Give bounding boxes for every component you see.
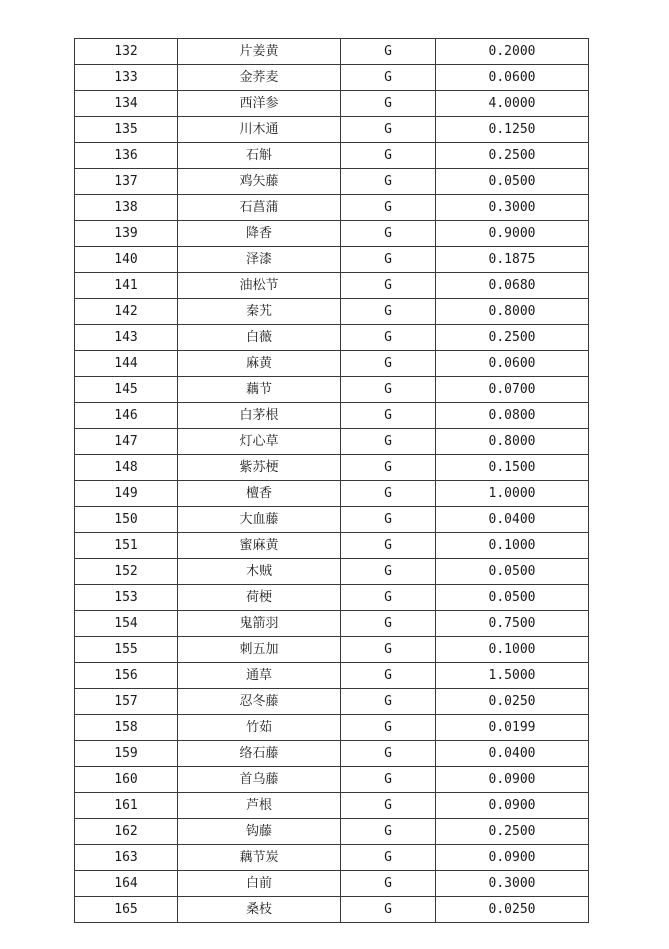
quantity-cell: 0.0600	[436, 351, 589, 377]
unit-cell: G	[341, 221, 436, 247]
table-row	[75, 793, 589, 819]
table-row	[75, 507, 589, 533]
row-number-cell: 140	[75, 247, 178, 273]
row-number-cell: 158	[75, 715, 178, 741]
table-row	[75, 637, 589, 663]
herb-name-cell: 灯心草	[178, 429, 341, 455]
unit-cell: G	[341, 507, 436, 533]
table-row	[75, 611, 589, 637]
unit-cell: G	[341, 585, 436, 611]
row-number-cell: 160	[75, 767, 178, 793]
unit-cell: G	[341, 559, 436, 585]
table-row	[75, 169, 589, 195]
table-row	[75, 585, 589, 611]
table-row	[75, 143, 589, 169]
unit-cell: G	[341, 637, 436, 663]
row-number-cell: 139	[75, 221, 178, 247]
herb-name-cell: 鸡矢藤	[178, 169, 341, 195]
unit-cell: G	[341, 689, 436, 715]
unit-cell: G	[341, 871, 436, 897]
table-row	[75, 299, 589, 325]
herb-name-cell: 藕节炭	[178, 845, 341, 871]
table-row	[75, 195, 589, 221]
quantity-cell: 0.0500	[436, 559, 589, 585]
quantity-cell: 0.0900	[436, 767, 589, 793]
unit-cell: G	[341, 195, 436, 221]
unit-cell: G	[341, 351, 436, 377]
row-number-cell: 152	[75, 559, 178, 585]
table-row	[75, 403, 589, 429]
row-number-cell: 161	[75, 793, 178, 819]
unit-cell: G	[341, 429, 436, 455]
unit-cell: G	[341, 65, 436, 91]
quantity-cell: 0.0400	[436, 507, 589, 533]
row-number-cell: 162	[75, 819, 178, 845]
quantity-cell: 0.0900	[436, 845, 589, 871]
row-number-cell: 164	[75, 871, 178, 897]
quantity-cell: 0.2500	[436, 325, 589, 351]
table-row	[75, 533, 589, 559]
row-number-cell: 134	[75, 91, 178, 117]
row-number-cell: 142	[75, 299, 178, 325]
herb-name-cell: 石菖蒲	[178, 195, 341, 221]
herb-name-cell: 片姜黄	[178, 39, 341, 65]
herb-name-cell: 秦艽	[178, 299, 341, 325]
quantity-cell: 0.9000	[436, 221, 589, 247]
table-row	[75, 663, 589, 689]
unit-cell: G	[341, 247, 436, 273]
row-number-cell: 138	[75, 195, 178, 221]
herb-name-cell: 通草	[178, 663, 341, 689]
table-row	[75, 377, 589, 403]
quantity-cell: 0.2000	[436, 39, 589, 65]
row-number-cell: 156	[75, 663, 178, 689]
quantity-cell: 1.5000	[436, 663, 589, 689]
row-number-cell: 132	[75, 39, 178, 65]
herb-name-cell: 大血藤	[178, 507, 341, 533]
quantity-cell: 0.8000	[436, 299, 589, 325]
row-number-cell: 133	[75, 65, 178, 91]
table-row	[75, 247, 589, 273]
herb-name-cell: 钩藤	[178, 819, 341, 845]
quantity-cell: 0.1000	[436, 533, 589, 559]
unit-cell: G	[341, 741, 436, 767]
table-row	[75, 559, 589, 585]
quantity-cell: 0.0680	[436, 273, 589, 299]
herb-name-cell: 金荞麦	[178, 65, 341, 91]
herb-name-cell: 忍冬藤	[178, 689, 341, 715]
herb-name-cell: 白薇	[178, 325, 341, 351]
herb-name-cell: 油松节	[178, 273, 341, 299]
row-number-cell: 155	[75, 637, 178, 663]
table-row	[75, 39, 589, 65]
unit-cell: G	[341, 533, 436, 559]
unit-cell: G	[341, 117, 436, 143]
row-number-cell: 157	[75, 689, 178, 715]
table-body	[75, 39, 589, 923]
herb-name-cell: 桑枝	[178, 897, 341, 923]
unit-cell: G	[341, 767, 436, 793]
unit-cell: G	[341, 377, 436, 403]
row-number-cell: 141	[75, 273, 178, 299]
table-row	[75, 819, 589, 845]
table-row	[75, 689, 589, 715]
row-number-cell: 151	[75, 533, 178, 559]
quantity-cell: 4.0000	[436, 91, 589, 117]
table-row	[75, 273, 589, 299]
row-number-cell: 146	[75, 403, 178, 429]
row-number-cell: 137	[75, 169, 178, 195]
quantity-cell: 0.0500	[436, 169, 589, 195]
quantity-cell: 0.0400	[436, 741, 589, 767]
row-number-cell: 163	[75, 845, 178, 871]
quantity-cell: 0.2500	[436, 819, 589, 845]
herb-name-cell: 首乌藤	[178, 767, 341, 793]
quantity-cell: 0.1875	[436, 247, 589, 273]
table-row	[75, 455, 589, 481]
row-number-cell: 135	[75, 117, 178, 143]
unit-cell: G	[341, 273, 436, 299]
unit-cell: G	[341, 897, 436, 923]
unit-cell: G	[341, 39, 436, 65]
quantity-cell: 0.0900	[436, 793, 589, 819]
table-row	[75, 91, 589, 117]
table-row	[75, 897, 589, 923]
herb-name-cell: 泽漆	[178, 247, 341, 273]
herb-name-cell: 白茅根	[178, 403, 341, 429]
herb-name-cell: 西洋参	[178, 91, 341, 117]
row-number-cell: 149	[75, 481, 178, 507]
table-row	[75, 741, 589, 767]
herb-name-cell: 木贼	[178, 559, 341, 585]
table-row	[75, 325, 589, 351]
unit-cell: G	[341, 169, 436, 195]
herb-name-cell: 鬼箭羽	[178, 611, 341, 637]
unit-cell: G	[341, 611, 436, 637]
quantity-cell: 0.8000	[436, 429, 589, 455]
quantity-cell: 0.1500	[436, 455, 589, 481]
herb-name-cell: 刺五加	[178, 637, 341, 663]
row-number-cell: 144	[75, 351, 178, 377]
unit-cell: G	[341, 663, 436, 689]
row-number-cell: 150	[75, 507, 178, 533]
table-row	[75, 715, 589, 741]
unit-cell: G	[341, 299, 436, 325]
quantity-cell: 0.0250	[436, 897, 589, 923]
herb-name-cell: 蜜麻黄	[178, 533, 341, 559]
quantity-cell: 0.2500	[436, 143, 589, 169]
unit-cell: G	[341, 793, 436, 819]
table-row	[75, 221, 589, 247]
table-row	[75, 351, 589, 377]
quantity-cell: 0.1000	[436, 637, 589, 663]
herb-name-cell: 川木通	[178, 117, 341, 143]
quantity-cell: 0.0250	[436, 689, 589, 715]
herb-name-cell: 络石藤	[178, 741, 341, 767]
row-number-cell: 148	[75, 455, 178, 481]
herb-price-table	[74, 38, 589, 923]
quantity-cell: 0.0600	[436, 65, 589, 91]
herb-name-cell: 荷梗	[178, 585, 341, 611]
unit-cell: G	[341, 325, 436, 351]
herb-name-cell: 紫苏梗	[178, 455, 341, 481]
herb-name-cell: 白前	[178, 871, 341, 897]
herb-name-cell: 藕节	[178, 377, 341, 403]
table-row	[75, 117, 589, 143]
quantity-cell: 0.0700	[436, 377, 589, 403]
table-row	[75, 481, 589, 507]
table-row	[75, 65, 589, 91]
unit-cell: G	[341, 715, 436, 741]
row-number-cell: 136	[75, 143, 178, 169]
herb-name-cell: 麻黄	[178, 351, 341, 377]
row-number-cell: 145	[75, 377, 178, 403]
row-number-cell: 143	[75, 325, 178, 351]
table-row	[75, 845, 589, 871]
herb-name-cell: 芦根	[178, 793, 341, 819]
unit-cell: G	[341, 845, 436, 871]
herb-name-cell: 竹茹	[178, 715, 341, 741]
row-number-cell: 147	[75, 429, 178, 455]
unit-cell: G	[341, 455, 436, 481]
quantity-cell: 0.3000	[436, 195, 589, 221]
quantity-cell: 0.7500	[436, 611, 589, 637]
quantity-cell: 0.1250	[436, 117, 589, 143]
quantity-cell: 0.0500	[436, 585, 589, 611]
row-number-cell: 165	[75, 897, 178, 923]
herb-name-cell: 降香	[178, 221, 341, 247]
row-number-cell: 154	[75, 611, 178, 637]
unit-cell: G	[341, 91, 436, 117]
row-number-cell: 153	[75, 585, 178, 611]
table-row	[75, 429, 589, 455]
quantity-cell: 0.0199	[436, 715, 589, 741]
unit-cell: G	[341, 143, 436, 169]
table-row	[75, 871, 589, 897]
unit-cell: G	[341, 403, 436, 429]
table-row	[75, 767, 589, 793]
quantity-cell: 1.0000	[436, 481, 589, 507]
herb-name-cell: 檀香	[178, 481, 341, 507]
row-number-cell: 159	[75, 741, 178, 767]
herb-name-cell: 石斛	[178, 143, 341, 169]
quantity-cell: 0.3000	[436, 871, 589, 897]
quantity-cell: 0.0800	[436, 403, 589, 429]
unit-cell: G	[341, 819, 436, 845]
unit-cell: G	[341, 481, 436, 507]
